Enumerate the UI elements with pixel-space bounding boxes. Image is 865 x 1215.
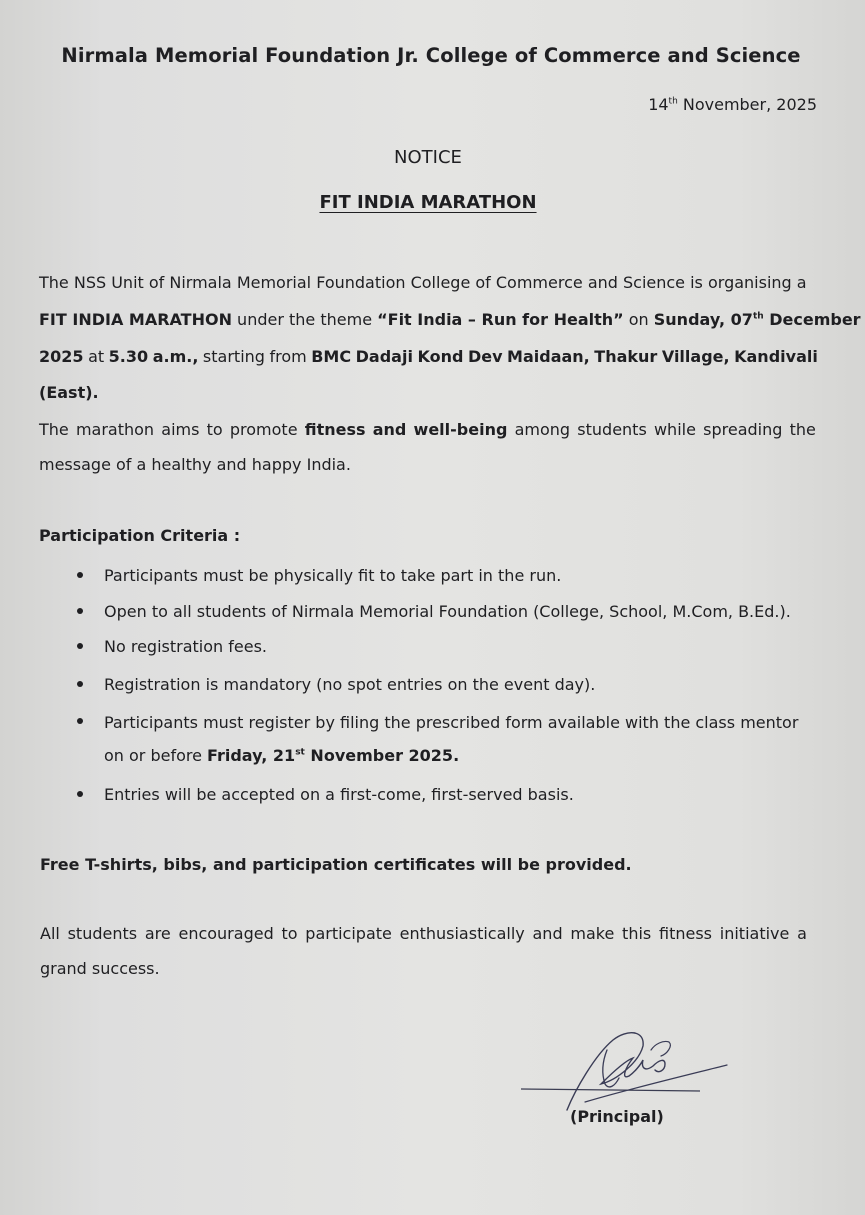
notice-date: 14th November, 2025 <box>648 95 817 114</box>
notice-title: FIT INDIA MARATHON <box>319 192 537 213</box>
principal-label: (Principal) <box>570 1107 664 1126</box>
bullet-dot <box>77 608 83 614</box>
paragraph-1-line-3: 2025 at 5.30 a.m., starting from BMC Dadaji Kond Dev Maidaan, Thakur Village, Kandivali <box>39 347 818 366</box>
bullet-dot <box>77 791 83 797</box>
criteria-item: Open to all students of Nirmala Memorial Foundation (College, School, M.Com, B.Ed.). <box>104 602 791 621</box>
principal-signature <box>515 1020 735 1120</box>
criteria-item: Participants must register by filing the prescribed form available with the class mentor <box>104 713 799 732</box>
paragraph-1-line-4: (East). <box>39 383 99 402</box>
criteria-item: Participants must be physically fit to take part in the run. <box>104 566 562 585</box>
notice-label: NOTICE <box>394 147 462 168</box>
criteria-heading: Participation Criteria : <box>39 526 241 545</box>
free-items-line: Free T-shirts, bibs, and participation certificates will be provided. <box>40 855 632 874</box>
paragraph-1-line-2: FIT INDIA MARATHON under the theme “Fit India – Run for Health” on Sunday, 07th December <box>39 310 861 329</box>
closing-line-2: grand success. <box>40 959 160 978</box>
bullet-dot <box>77 572 83 578</box>
paragraph-2-line-1: The marathon aims to promote fitness and well-being among students while spreading the <box>39 420 816 439</box>
paragraph-2-line-2: message of a healthy and happy India. <box>39 455 351 474</box>
paragraph-1-line-1: The NSS Unit of Nirmala Memorial Foundation College of Commerce and Science is organising a <box>39 273 807 292</box>
bullet-dot <box>77 718 83 724</box>
criteria-item: Registration is mandatory (no spot entries on the event day). <box>104 675 596 694</box>
bullet-dot <box>77 681 83 687</box>
college-name: Nirmala Memorial Foundation Jr. College of Commerce and Science <box>61 44 801 67</box>
criteria-item: No registration fees. <box>104 637 267 656</box>
closing-line-1: All students are encouraged to participate enthusiastically and make this fitness initiative a <box>40 924 807 943</box>
criteria-item: Entries will be accepted on a first-come, first-served basis. <box>104 785 574 804</box>
criteria-item-continuation: on or before Friday, 21st November 2025. <box>104 746 460 765</box>
bullet-dot <box>77 643 83 649</box>
